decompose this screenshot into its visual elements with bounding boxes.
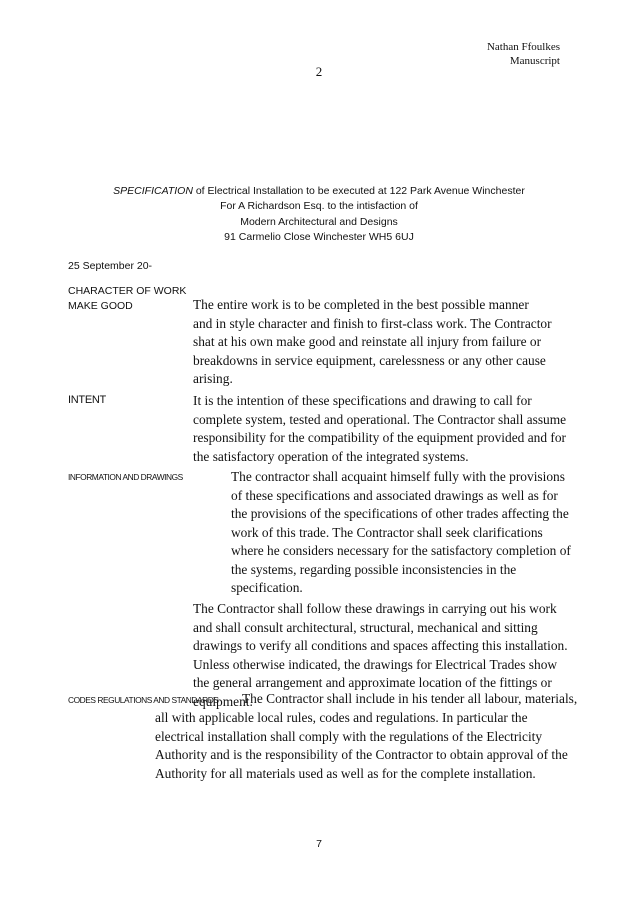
- title-line-1-rest: of Electrical Installation to be executed at 122 Park Avenue Winchester: [192, 185, 525, 197]
- paragraph-line: shat at his own make good and reinstate all injury from failure or: [193, 334, 542, 349]
- title-line-4: 91 Carmelio Close Winchester WH5 6UJ: [224, 230, 414, 243]
- document-date: 25 September 20-: [68, 260, 153, 272]
- paragraph-line: of these specifications and associated drawings as well as for: [231, 487, 558, 503]
- section-information-paragraph-1: [231, 468, 571, 598]
- paragraph-line: equipment.: [193, 693, 253, 709]
- section-character-paragraph: [193, 296, 552, 389]
- paragraph-line: Authority for all materials used as well as for the complete installation.: [155, 765, 536, 781]
- title-block: [0, 184, 638, 245]
- section-codes-paragraph: [155, 709, 568, 783]
- paragraph-line: Authority and is the responsibility of the Contractor to obtain approval of the: [155, 747, 568, 762]
- paragraph-line: specification.: [231, 580, 303, 595]
- paragraph-line: The entire work is to be completed in the best possible manner: [193, 297, 529, 312]
- section-codes-first-line: [242, 690, 577, 709]
- section-label-information-and-drawings: INFORMATION AND DRAWINGS: [68, 472, 183, 482]
- paragraph-line: electrical installation shall comply with the regulations of the Electricity: [155, 728, 543, 744]
- section-label-make-good: MAKE GOOD: [68, 300, 133, 312]
- paragraph-line: The Contractor shall follow these drawings in carrying out his work: [193, 601, 557, 616]
- footer-page-number: 7: [316, 838, 322, 850]
- section-label-intent: INTENT: [68, 394, 106, 406]
- author-name: Nathan Ffoulkes: [486, 41, 560, 53]
- paragraph-line: the general arrangement and approximate location of the fittings or: [193, 675, 552, 690]
- paragraph-line: the systems, regarding possible inconsistencies in the: [231, 561, 517, 577]
- paragraph-line: all with applicable local rules, codes and regulations. In particular the: [155, 710, 528, 725]
- paragraph-line: work of this trade. The Contractor shall seek clarifications: [231, 524, 543, 540]
- author-document-type: Manuscript: [509, 55, 560, 67]
- section-intent-paragraph: [193, 392, 566, 466]
- paragraph-line: and in style character and finish to first-class work. The Contractor: [193, 315, 552, 331]
- section-label-codes-regulations-standards: CODES REGULATIONS AND STANDARDS: [68, 695, 219, 705]
- paragraph-line: It is the intention of these specifications and drawing to call for: [193, 393, 532, 408]
- paragraph-line: complete system, tested and operational. The Contractor shall assume: [193, 411, 567, 427]
- paragraph-line: The Contractor shall include in his tender all labour, materials,: [242, 691, 578, 706]
- section-label-character-of-work: CHARACTER OF WORK: [68, 285, 187, 297]
- paragraph-line: and shall consult architectural, structural, mechanical and sitting: [193, 619, 538, 635]
- paragraph-line: the provisions of the specifications of other trades affecting the: [231, 506, 569, 521]
- paragraph-line: arising.: [193, 371, 233, 386]
- paragraph-line: The contractor shall acquaint himself fully with the provisions: [231, 469, 565, 484]
- title-italic-word: SPECIFICATION: [113, 185, 193, 197]
- paragraph-line: responsibility for the compatibility of the equipment provided and for: [193, 430, 566, 445]
- header-page-number: 2: [315, 64, 323, 79]
- title-line-1: [0, 184, 638, 199]
- paragraph-line: drawings to verify all conditions and spaces affecting this installation.: [193, 638, 568, 653]
- paragraph-line: the satisfactory operation of the integrated systems.: [193, 448, 469, 464]
- title-line-3: Modern Architectural and Designs: [240, 215, 398, 228]
- title-line-2: For A Richardson Esq. to the intisfaction of: [220, 200, 418, 213]
- paragraph-line: Unless otherwise indicated, the drawings for Electrical Trades show: [193, 656, 558, 672]
- paragraph-line: breakdowns in service equipment, carelessness or any other cause: [193, 352, 546, 368]
- paragraph-line: where he considers necessary for the satisfactory completion of: [231, 543, 571, 558]
